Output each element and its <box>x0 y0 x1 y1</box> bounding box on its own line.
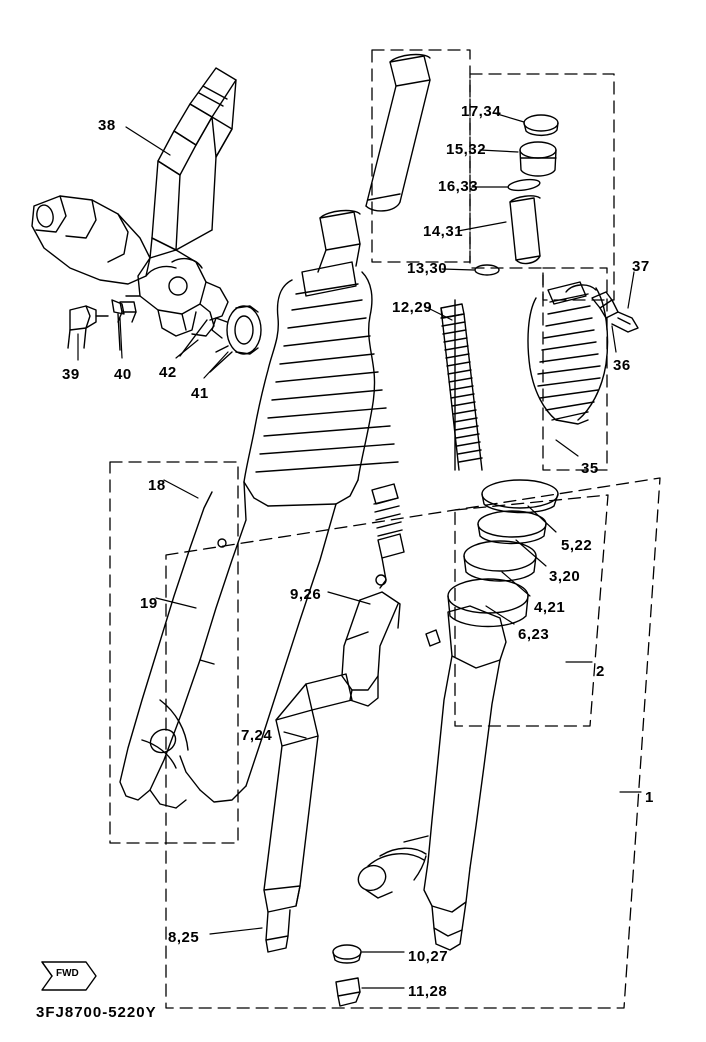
callout-9-26: 9,26 <box>290 586 322 603</box>
callout-36: 36 <box>613 357 631 374</box>
part-13-30-washer <box>475 265 499 275</box>
callout-10-27: 10,27 <box>408 948 449 965</box>
part-9-26-damper-rod <box>342 484 404 706</box>
diagram-part-code: 3FJ8700-5220Y <box>36 1004 157 1021</box>
part-17-34-seal <box>524 115 558 135</box>
callout-13-30: 13,30 <box>407 260 448 277</box>
part-2-outer-tube-right <box>354 606 506 950</box>
callout-41: 41 <box>191 385 209 402</box>
callout-5-22: 5,22 <box>561 537 593 554</box>
callout-3-20: 3,20 <box>549 568 581 585</box>
callout-18: 18 <box>148 477 166 494</box>
part-7-24-inner-tube <box>264 674 352 952</box>
part-14-31-collar <box>510 196 540 264</box>
callout-8-25: 8,25 <box>168 929 200 946</box>
callout-6-23: 6,23 <box>518 626 550 643</box>
callout-39: 39 <box>62 366 80 383</box>
part-10-27-11-28-bolts <box>333 945 361 1006</box>
part-15-32-bushing <box>520 142 556 176</box>
callout-19: 19 <box>140 595 158 612</box>
part-40-washer <box>112 300 124 350</box>
callout-1: 1 <box>645 789 654 806</box>
part-12-29-spring <box>441 300 482 470</box>
callout-15-32: 15,32 <box>446 141 487 158</box>
part-upper-bracket <box>32 196 228 336</box>
part-inner-tube-middle-top <box>318 211 360 272</box>
part-19-outer-tube <box>120 482 336 808</box>
part-39-bolt <box>68 306 108 348</box>
part-38-steering-shaft <box>150 68 236 258</box>
callout-2: 2 <box>596 663 605 680</box>
callout-42: 42 <box>159 364 177 381</box>
part-18-dust-boot <box>244 262 398 506</box>
callout-12-29: 12,29 <box>392 299 433 316</box>
callout-11-28: 11,28 <box>408 983 448 1000</box>
part-16-33-washer <box>507 178 540 192</box>
callout-35: 35 <box>581 460 599 477</box>
callout-17-34: 17,34 <box>461 103 502 120</box>
part-35-boot-and-seals <box>448 282 608 627</box>
callout-7-24: 7,24 <box>241 727 273 744</box>
fwd-direction-label: FWD <box>56 968 79 979</box>
callout-16-33: 16,33 <box>438 178 479 195</box>
callout-14-31: 14,31 <box>423 223 464 240</box>
callout-37: 37 <box>632 258 650 275</box>
group-boundary-dashed <box>110 50 660 1008</box>
callout-40: 40 <box>114 366 132 383</box>
part-upper-inner-tube <box>366 55 430 211</box>
callout-4-21: 4,21 <box>534 599 566 616</box>
callout-38: 38 <box>98 117 116 134</box>
